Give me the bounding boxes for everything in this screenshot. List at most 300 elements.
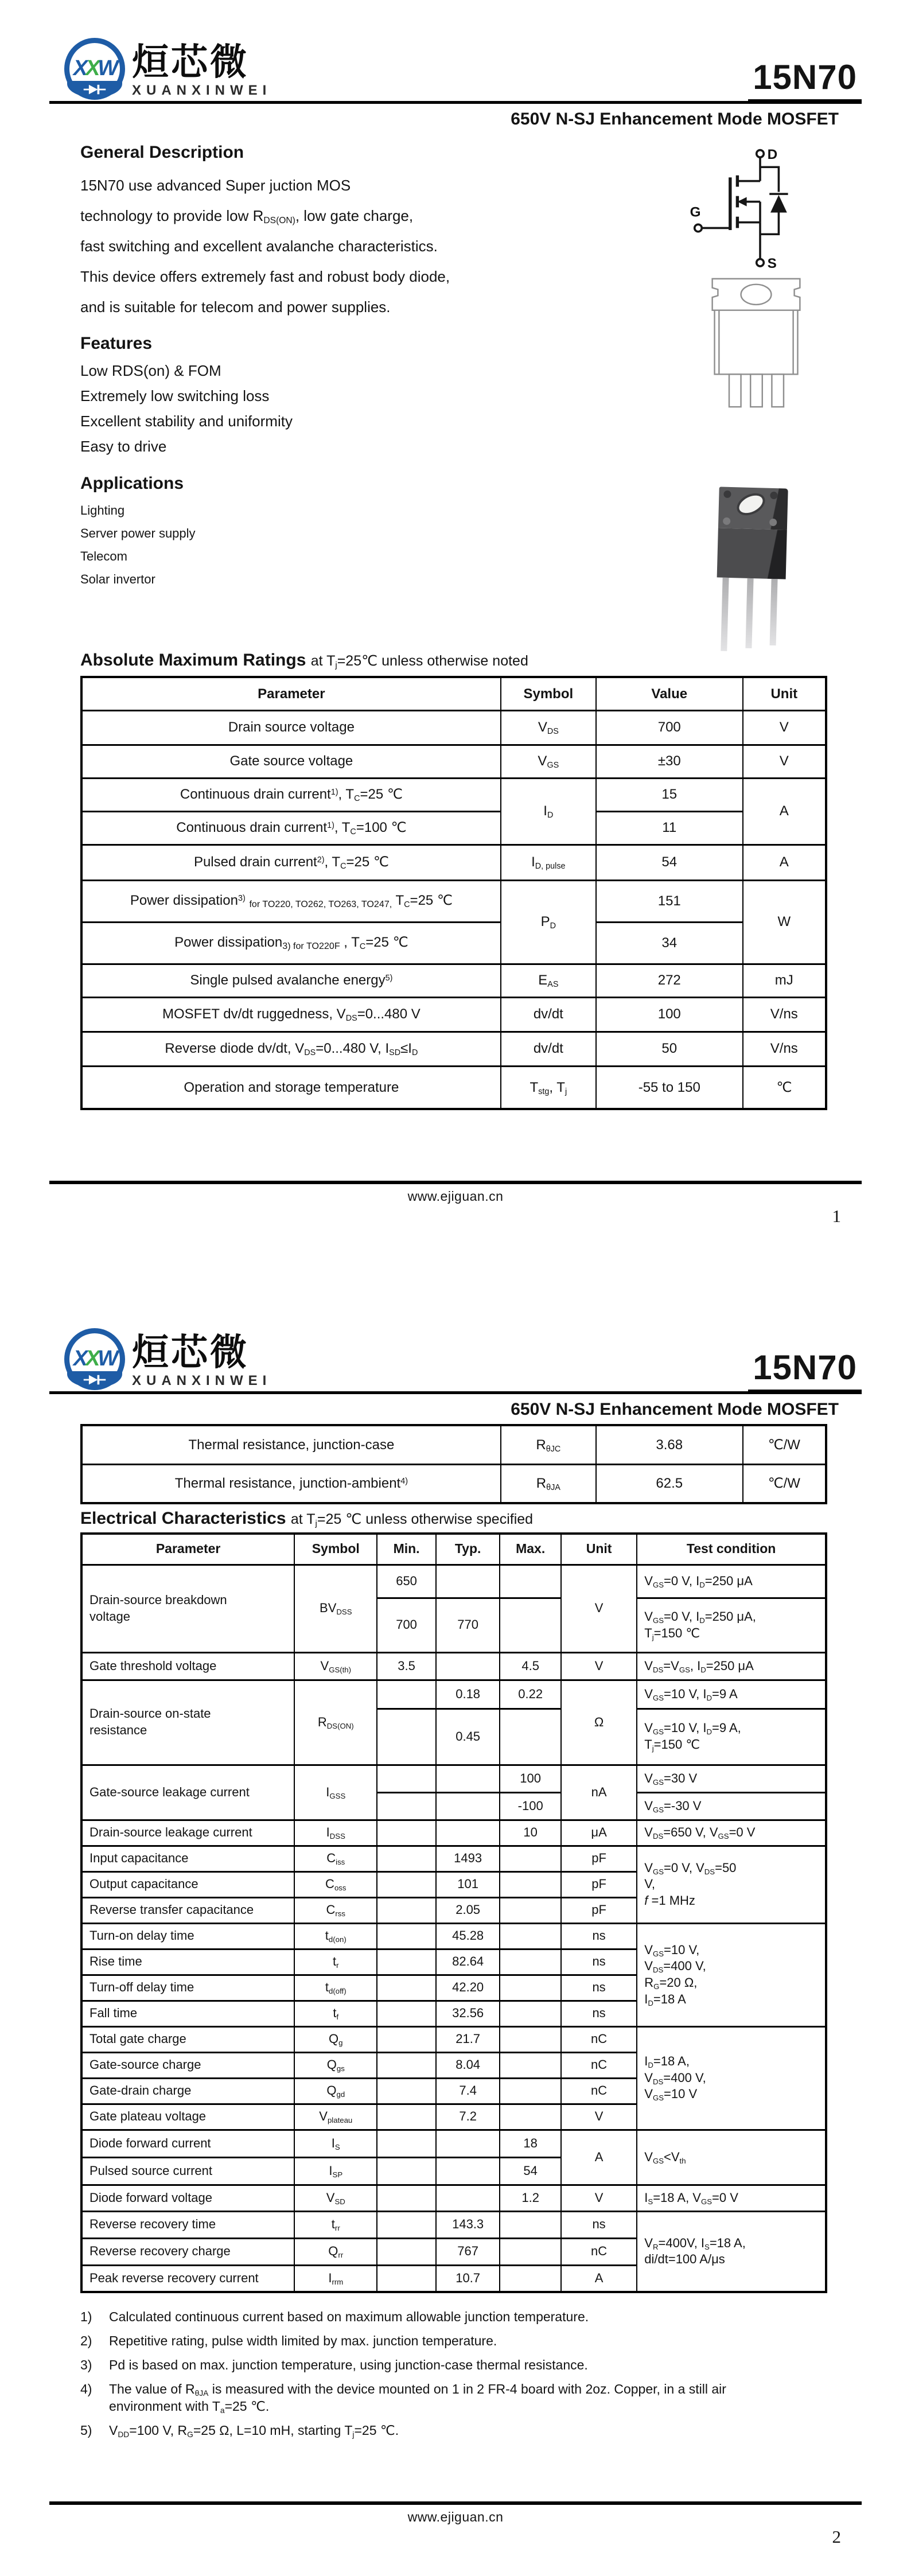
unit-cell: pF bbox=[561, 1871, 637, 1897]
typ-cell: 1493 bbox=[436, 1846, 500, 1871]
description-line: technology to provide low $R_{DS(ON)}$, low gate charge, bbox=[80, 207, 414, 225]
value-cell: 34 bbox=[596, 922, 743, 964]
cond-cell: $V_{GS}=10$ V, $I_D=9$ A, $T_j=150$ ℃ bbox=[637, 1709, 826, 1765]
rivet-mark bbox=[769, 519, 777, 526]
page-footer bbox=[49, 2501, 862, 2547]
typ-cell: 7.2 bbox=[436, 2104, 500, 2130]
unit-cell: V bbox=[743, 745, 826, 778]
symbol-cell: $Q_{gd}$ bbox=[294, 2078, 377, 2104]
package-photo-tab bbox=[718, 487, 788, 530]
header-cell: Parameter bbox=[81, 1534, 294, 1565]
min-cell: 650 bbox=[377, 1565, 436, 1598]
package-outline-figure bbox=[700, 275, 812, 414]
header-cell: Typ. bbox=[436, 1534, 500, 1565]
cond-cell: $I_S=18$ A, $V_{GS}=0$ V bbox=[637, 2185, 826, 2211]
value-cell: 50 bbox=[596, 1032, 743, 1066]
description-line: and is suitable for telecom and power supplies. bbox=[80, 298, 391, 316]
max-cell bbox=[500, 1897, 560, 1923]
symbol-cell: $V_{GS(th)}$ bbox=[294, 1652, 377, 1680]
max-cell bbox=[500, 1871, 560, 1897]
note-item bbox=[80, 2332, 827, 2349]
min-cell bbox=[377, 2157, 436, 2185]
param-cell: Reverse transfer capacitance bbox=[81, 1897, 294, 1923]
rivet-mark bbox=[723, 491, 731, 498]
symbol-cell: $I_{GSS}$ bbox=[294, 1765, 377, 1820]
unit-cell: ns bbox=[561, 2211, 637, 2238]
ec-section-title bbox=[80, 1509, 827, 1528]
param-cell: Diode forward current bbox=[81, 2130, 294, 2157]
param-cell: Rise time bbox=[81, 1949, 294, 1975]
min-cell bbox=[377, 1680, 436, 1709]
symbol-cell: $t_{rr}$ bbox=[294, 2211, 377, 2238]
typ-cell: 82.64 bbox=[436, 1949, 500, 1975]
min-cell bbox=[377, 2265, 436, 2292]
features-title: Features bbox=[80, 334, 153, 353]
page-footer bbox=[49, 1181, 862, 1226]
table-row bbox=[81, 1032, 826, 1066]
max-cell: -100 bbox=[500, 1792, 560, 1820]
symbol-cell: $Q_{gs}$ bbox=[294, 2052, 377, 2078]
min-cell bbox=[377, 1709, 436, 1765]
unit-cell: ns bbox=[561, 1923, 637, 1949]
typ-cell: 32.56 bbox=[436, 2001, 500, 2026]
param-cell: Drain-source on-state resistance bbox=[81, 1680, 294, 1765]
param-cell: Single pulsed avalanche energy$^{5)}$ bbox=[81, 964, 501, 997]
param-cell: Continuous drain current$^{1)}$, $T_C=100$ ℃ bbox=[81, 811, 501, 845]
drain-label: D bbox=[767, 146, 778, 162]
min-cell bbox=[377, 2238, 436, 2265]
unit-cell: V/ns bbox=[743, 1032, 826, 1066]
page-number: 2 bbox=[832, 2527, 841, 2547]
cond-cell: $V_{GS}=0$ V, $V_{DS}=50$ V, f =1 MHz bbox=[637, 1846, 826, 1923]
param-cell: Gate source voltage bbox=[81, 745, 501, 778]
min-cell: 3.5 bbox=[377, 1652, 436, 1680]
logo-chord bbox=[67, 81, 122, 98]
min-cell bbox=[377, 2211, 436, 2238]
unit-cell: A bbox=[561, 2265, 637, 2292]
typ-cell: 21.7 bbox=[436, 2026, 500, 2052]
logo-letter: W bbox=[98, 56, 116, 80]
brand-text bbox=[132, 43, 271, 100]
note-number: 3) bbox=[80, 2357, 92, 2372]
table-row bbox=[81, 1846, 826, 1871]
lead bbox=[721, 578, 729, 651]
unit-cell: ℃/W bbox=[743, 1425, 826, 1464]
param-cell: Total gate charge bbox=[81, 2026, 294, 2052]
param-cell: Gate-source charge bbox=[81, 2052, 294, 2078]
unit-cell: ns bbox=[561, 1975, 637, 2001]
param-cell: Continuous drain current$^{1)}$, $T_C=25$ ℃ bbox=[81, 778, 501, 811]
logo-letter: X bbox=[73, 56, 86, 80]
param-cell: Pulsed drain current$^{2)}$, $T_C=25$ ℃ bbox=[81, 845, 501, 880]
unit-cell: nC bbox=[561, 2078, 637, 2104]
unit-cell: A bbox=[561, 2130, 637, 2185]
symbol-cell: $V_{plateau}$ bbox=[294, 2104, 377, 2130]
unit-cell: ℃ bbox=[743, 1066, 826, 1109]
table-row bbox=[81, 1066, 826, 1109]
value-cell: 3.68 bbox=[596, 1425, 743, 1464]
note-item bbox=[80, 2308, 827, 2325]
symbol-cell: $I_S$ bbox=[294, 2130, 377, 2157]
thermal-resistance-table bbox=[80, 1424, 827, 1504]
value-cell: 100 bbox=[596, 997, 743, 1032]
symbol-cell: $V_{GS}$ bbox=[501, 745, 596, 778]
unit-cell: V bbox=[561, 2104, 637, 2130]
symbol-cell: $R_{DS(ON)}$ bbox=[294, 1680, 377, 1765]
max-cell bbox=[500, 1949, 560, 1975]
value-cell: 700 bbox=[596, 710, 743, 745]
min-cell bbox=[377, 1820, 436, 1846]
rivet-mark bbox=[770, 492, 777, 499]
param-cell: Gate threshold voltage bbox=[81, 1652, 294, 1680]
unit-cell: A bbox=[743, 845, 826, 880]
max-cell bbox=[500, 2238, 560, 2265]
table-row bbox=[81, 997, 826, 1032]
value-cell: 11 bbox=[596, 811, 743, 845]
typ-cell: 45.28 bbox=[436, 1923, 500, 1949]
logo-letter: X bbox=[73, 1347, 86, 1371]
cond-cell: $V_{GS}=30$ V bbox=[637, 1765, 826, 1792]
lead bbox=[770, 579, 778, 645]
typ-cell: 0.18 bbox=[436, 1680, 500, 1709]
brand-name-en: XUANXINWEI bbox=[132, 1373, 272, 1388]
table-header-row bbox=[81, 1534, 826, 1565]
application-item: Telecom bbox=[80, 549, 127, 563]
param-cell: Gate-drain charge bbox=[81, 2078, 294, 2104]
symbol-cell: $V_{DS}$ bbox=[501, 710, 596, 745]
typ-cell: 770 bbox=[436, 1598, 500, 1652]
min-cell bbox=[377, 2185, 436, 2211]
symbol-cell: $t_r$ bbox=[294, 1949, 377, 1975]
ec-title-text: Electrical Characteristics bbox=[80, 1509, 286, 1528]
typ-cell: 8.04 bbox=[436, 2052, 500, 2078]
note-number: 5) bbox=[80, 2423, 92, 2438]
unit-cell: V bbox=[743, 710, 826, 745]
table-row bbox=[81, 1765, 826, 1792]
param-cell: Turn-on delay time bbox=[81, 1923, 294, 1949]
max-cell: 0.22 bbox=[500, 1680, 560, 1709]
typ-cell: 143.3 bbox=[436, 2211, 500, 2238]
max-cell bbox=[500, 1709, 560, 1765]
symbol-cell: $BV_{DSS}$ bbox=[294, 1565, 377, 1652]
cond-cell: $V_{GS}<V_{th}$ bbox=[637, 2130, 826, 2185]
page-number: 1 bbox=[832, 1206, 841, 1226]
param-cell: Gate-source leakage current bbox=[81, 1765, 294, 1820]
typ-cell: 101 bbox=[436, 1871, 500, 1897]
note-text: Repetitive rating, pulse width limited by max. junction temperature. bbox=[109, 2333, 497, 2348]
table-row bbox=[81, 880, 826, 922]
typ-cell: 0.45 bbox=[436, 1709, 500, 1765]
brand-name-cn: 烜芯微 bbox=[132, 1331, 249, 1373]
electrical-characteristics-table bbox=[80, 1532, 827, 2293]
footnotes bbox=[80, 2308, 827, 2439]
feature-item: Low RDS(on) & FOM bbox=[80, 362, 221, 379]
max-cell: 4.5 bbox=[500, 1652, 560, 1680]
note-text: Calculated continuous current based on maximum allowable junction temperature. bbox=[109, 2309, 589, 2324]
table-row bbox=[81, 1425, 826, 1464]
value-cell: 15 bbox=[596, 778, 743, 811]
header-cell: Unit bbox=[743, 677, 826, 710]
footer-url[interactable]: www.ejiguan.cn bbox=[407, 1189, 504, 1204]
brand-logo bbox=[49, 1328, 271, 1390]
amr-title-text: Absolute Maximum Ratings bbox=[80, 651, 306, 670]
table-row bbox=[81, 1680, 826, 1709]
header-cell: Unit bbox=[561, 1534, 637, 1565]
value-cell: 272 bbox=[596, 964, 743, 997]
brand-text bbox=[132, 1333, 271, 1390]
table-row bbox=[81, 845, 826, 880]
max-cell: 18 bbox=[500, 2130, 560, 2157]
unit-cell: A bbox=[743, 778, 826, 845]
unit-cell: nC bbox=[561, 2238, 637, 2265]
lead bbox=[745, 578, 753, 648]
param-cell: Output capacitance bbox=[81, 1871, 294, 1897]
max-cell bbox=[500, 2104, 560, 2130]
page-header bbox=[49, 1328, 862, 1394]
applications-list bbox=[80, 499, 827, 591]
note-number: 1) bbox=[80, 2309, 92, 2324]
rivet-mark bbox=[723, 517, 730, 525]
min-cell bbox=[377, 2052, 436, 2078]
header-cell: Value bbox=[596, 677, 743, 710]
unit-cell: pF bbox=[561, 1897, 637, 1923]
min-cell bbox=[377, 1975, 436, 2001]
description-line: fast switching and excellent avalanche characteristics. bbox=[80, 238, 438, 255]
param-cell: Gate plateau voltage bbox=[81, 2104, 294, 2130]
min-cell bbox=[377, 1949, 436, 1975]
note-number: 4) bbox=[80, 2382, 92, 2396]
package-photo-leads bbox=[715, 577, 785, 652]
cond-cell: $V_{GS}=-30$ V bbox=[637, 1792, 826, 1820]
brand-logo bbox=[49, 38, 271, 100]
typ-cell: 767 bbox=[436, 2238, 500, 2265]
typ-cell bbox=[436, 1820, 500, 1846]
min-cell bbox=[377, 1792, 436, 1820]
symbol-cell: $Q_g$ bbox=[294, 2026, 377, 2052]
typ-cell bbox=[436, 1765, 500, 1792]
max-cell bbox=[500, 1598, 560, 1652]
table-row bbox=[81, 1565, 826, 1598]
note-text: $V_{DD}=100$ V, $R_G=25$ Ω, L=10 mH, starting $T_j=25$ ℃. bbox=[109, 2423, 399, 2439]
source-label: S bbox=[767, 255, 777, 268]
table-row bbox=[81, 1464, 826, 1503]
param-cell: Thermal resistance, junction-ambient$^{4)}$ bbox=[81, 1464, 501, 1503]
param-cell: Thermal resistance, junction-case bbox=[81, 1425, 501, 1464]
max-cell: 1.2 bbox=[500, 2185, 560, 2211]
max-cell bbox=[500, 1923, 560, 1949]
min-cell bbox=[377, 2078, 436, 2104]
header-cell: Parameter bbox=[81, 677, 501, 710]
note-text: Pd is based on max. junction temperature, using junction-case thermal resistance. bbox=[109, 2357, 588, 2372]
max-cell: 54 bbox=[500, 2157, 560, 2185]
unit-cell: ns bbox=[561, 2001, 637, 2026]
unit-cell: nA bbox=[561, 1765, 637, 1820]
param-cell: Pulsed source current bbox=[81, 2157, 294, 2185]
header-cell: Symbol bbox=[501, 677, 596, 710]
mounting-hole bbox=[733, 489, 769, 520]
unit-cell: pF bbox=[561, 1846, 637, 1871]
min-cell bbox=[377, 1923, 436, 1949]
max-cell bbox=[500, 2078, 560, 2104]
max-cell bbox=[500, 1565, 560, 1598]
symbol-cell: $I_{DSS}$ bbox=[294, 1820, 377, 1846]
unit-cell: μA bbox=[561, 1820, 637, 1846]
table-row bbox=[81, 1652, 826, 1680]
param-cell: Drain-source breakdown voltage bbox=[81, 1565, 294, 1652]
symbol-cell: $I_{rrm}$ bbox=[294, 2265, 377, 2292]
min-cell bbox=[377, 2001, 436, 2026]
min-cell bbox=[377, 2130, 436, 2157]
table-row bbox=[81, 710, 826, 745]
diode-icon bbox=[82, 83, 107, 96]
param-cell: MOSFET dv/dt ruggedness, $V_{DS}=0...480$ V bbox=[81, 997, 501, 1032]
typ-cell bbox=[436, 2157, 500, 2185]
table-row bbox=[81, 1820, 826, 1846]
table-header-row bbox=[81, 677, 826, 710]
cond-cell: $V_{GS}=0$ V, $I_D=250$ μA, $T_j=150$ ℃ bbox=[637, 1598, 826, 1652]
symbol-cell: dv/dt bbox=[501, 1032, 596, 1066]
package-photo-body bbox=[717, 528, 787, 579]
logo-letters bbox=[64, 56, 125, 81]
max-cell: 10 bbox=[500, 1820, 560, 1846]
max-cell: 100 bbox=[500, 1765, 560, 1792]
min-cell bbox=[377, 2104, 436, 2130]
symbol-cell: $T_{stg}$, $T_j$ bbox=[501, 1066, 596, 1109]
symbol-cell: $Q_{rr}$ bbox=[294, 2238, 377, 2265]
brand-name-en: XUANXINWEI bbox=[132, 83, 272, 98]
typ-cell: 10.7 bbox=[436, 2265, 500, 2292]
logo-chord bbox=[67, 1371, 122, 1388]
typ-cell bbox=[436, 1565, 500, 1598]
min-cell bbox=[377, 1897, 436, 1923]
cond-cell: $I_D=18$ A, $V_{DS}=400$ V, $V_{GS}=10$ V bbox=[637, 2026, 826, 2130]
min-cell: 700 bbox=[377, 1598, 436, 1652]
symbol-cell: $C_{rss}$ bbox=[294, 1897, 377, 1923]
logo-letter: W bbox=[98, 1347, 116, 1371]
param-cell: Drain-source leakage current bbox=[81, 1820, 294, 1846]
param-cell: Reverse diode dv/dt, $V_{DS}=0...480$ V, $I_{SD}\le I_D$ bbox=[81, 1032, 501, 1066]
feature-item: Excellent stability and uniformity bbox=[80, 413, 293, 430]
table-row bbox=[81, 964, 826, 997]
table-row bbox=[81, 2130, 826, 2157]
device-subtitle: 650V N-SJ Enhancement Mode MOSFET bbox=[511, 1400, 839, 1419]
note-number: 2) bbox=[80, 2333, 92, 2348]
symbol-cell: $C_{iss}$ bbox=[294, 1846, 377, 1871]
symbol-cell: $t_f$ bbox=[294, 2001, 377, 2026]
logo-letter: X bbox=[85, 1347, 98, 1371]
typ-cell bbox=[436, 1792, 500, 1820]
description-line: This device offers extremely fast and robust body diode, bbox=[80, 268, 450, 285]
typ-cell: 7.4 bbox=[436, 2078, 500, 2104]
symbol-cell: $I_D$ bbox=[501, 778, 596, 845]
symbol-cell: $P_D$ bbox=[501, 880, 596, 964]
cond-cell: $V_{GS}=10$ V, $I_D=9$ A bbox=[637, 1680, 826, 1709]
logo-letters bbox=[64, 1347, 125, 1371]
param-cell: Power dissipation3) for TO220F , $T_C=25$ ℃ bbox=[81, 922, 501, 964]
package-outline-icon bbox=[700, 275, 812, 411]
param-cell: Fall time bbox=[81, 2001, 294, 2026]
max-cell bbox=[500, 1846, 560, 1871]
min-cell bbox=[377, 1871, 436, 1897]
unit-cell: V/ns bbox=[743, 997, 826, 1032]
logo-letter: X bbox=[85, 56, 98, 80]
description-line: 15N70 use advanced Super juction MOS bbox=[80, 177, 351, 194]
param-cell: Peak reverse recovery current bbox=[81, 2265, 294, 2292]
feature-item: Extremely low switching loss bbox=[80, 387, 270, 404]
logo-mark-icon bbox=[64, 1328, 125, 1390]
unit-cell: V bbox=[561, 1652, 637, 1680]
package-photo bbox=[715, 487, 788, 652]
table-row bbox=[81, 811, 826, 845]
cond-cell: $V_R=400V$, $I_S=18$ A, di/dt=100 A/μs bbox=[637, 2211, 826, 2292]
diode-icon bbox=[82, 1373, 107, 1386]
typ-cell bbox=[436, 1652, 500, 1680]
feature-item: Easy to drive bbox=[80, 438, 167, 455]
note-item bbox=[80, 2356, 827, 2373]
symbol-cell: $R_{\theta JC}$ bbox=[501, 1425, 596, 1464]
param-cell: Reverse recovery time bbox=[81, 2211, 294, 2238]
part-number: 15N70 bbox=[748, 57, 862, 104]
ec-title-suffix: at $T_j=25$ ℃ unless otherwise specified bbox=[290, 1511, 534, 1528]
mosfet-symbol-figure bbox=[688, 146, 812, 271]
param-cell: Turn-off delay time bbox=[81, 1975, 294, 2001]
max-cell bbox=[500, 2052, 560, 2078]
unit-cell: Ω bbox=[561, 1680, 637, 1765]
unit-cell: V bbox=[561, 1565, 637, 1652]
note-item bbox=[80, 2380, 827, 2415]
cond-cell: $V_{GS}=10$ V, $V_{DS}=400$ V, $R_G=20$ Ω, $I_D=18$ A bbox=[637, 1923, 826, 2026]
table-row bbox=[81, 745, 826, 778]
amr-title-suffix: at $T_j=25℃$ unless otherwise noted bbox=[310, 653, 528, 670]
param-cell: Input capacitance bbox=[81, 1846, 294, 1871]
param-cell: Operation and storage temperature bbox=[81, 1066, 501, 1109]
param-cell: Drain source voltage bbox=[81, 710, 501, 745]
header-cell: Symbol bbox=[294, 1534, 377, 1565]
unit-cell: mJ bbox=[743, 964, 826, 997]
device-subtitle: 650V N-SJ Enhancement Mode MOSFET bbox=[511, 110, 839, 129]
application-item: Solar invertor bbox=[80, 572, 155, 586]
cond-cell: $V_{DS}=650$ V, $V_{GS}=0$ V bbox=[637, 1820, 826, 1846]
table-row bbox=[81, 1923, 826, 1949]
footer-url[interactable]: www.ejiguan.cn bbox=[407, 2509, 504, 2524]
table-row bbox=[81, 922, 826, 964]
unit-cell: V bbox=[561, 2185, 637, 2211]
min-cell bbox=[377, 2026, 436, 2052]
header-cell: Min. bbox=[377, 1534, 436, 1565]
value-cell: ±30 bbox=[596, 745, 743, 778]
symbol-cell: dv/dt bbox=[501, 997, 596, 1032]
general-description-title: General Description bbox=[80, 143, 244, 162]
page-2 bbox=[0, 1288, 911, 2576]
typ-cell: 42.20 bbox=[436, 1975, 500, 2001]
mosfet-symbol-icon bbox=[688, 146, 812, 268]
value-cell: -55 to 150 bbox=[596, 1066, 743, 1109]
min-cell bbox=[377, 1846, 436, 1871]
table-row bbox=[81, 2211, 826, 2238]
typ-cell bbox=[436, 2130, 500, 2157]
value-cell: 54 bbox=[596, 845, 743, 880]
unit-cell: nC bbox=[561, 2026, 637, 2052]
absolute-maximum-ratings-table bbox=[80, 676, 827, 1110]
max-cell bbox=[500, 2211, 560, 2238]
applications-title: Applications bbox=[80, 474, 184, 493]
value-cell: 62.5 bbox=[596, 1464, 743, 1503]
table-row bbox=[81, 778, 826, 811]
header-cell: Max. bbox=[500, 1534, 560, 1565]
brand-name-cn: 烜芯微 bbox=[132, 41, 249, 83]
min-cell bbox=[377, 1765, 436, 1792]
application-item: Server power supply bbox=[80, 526, 196, 540]
